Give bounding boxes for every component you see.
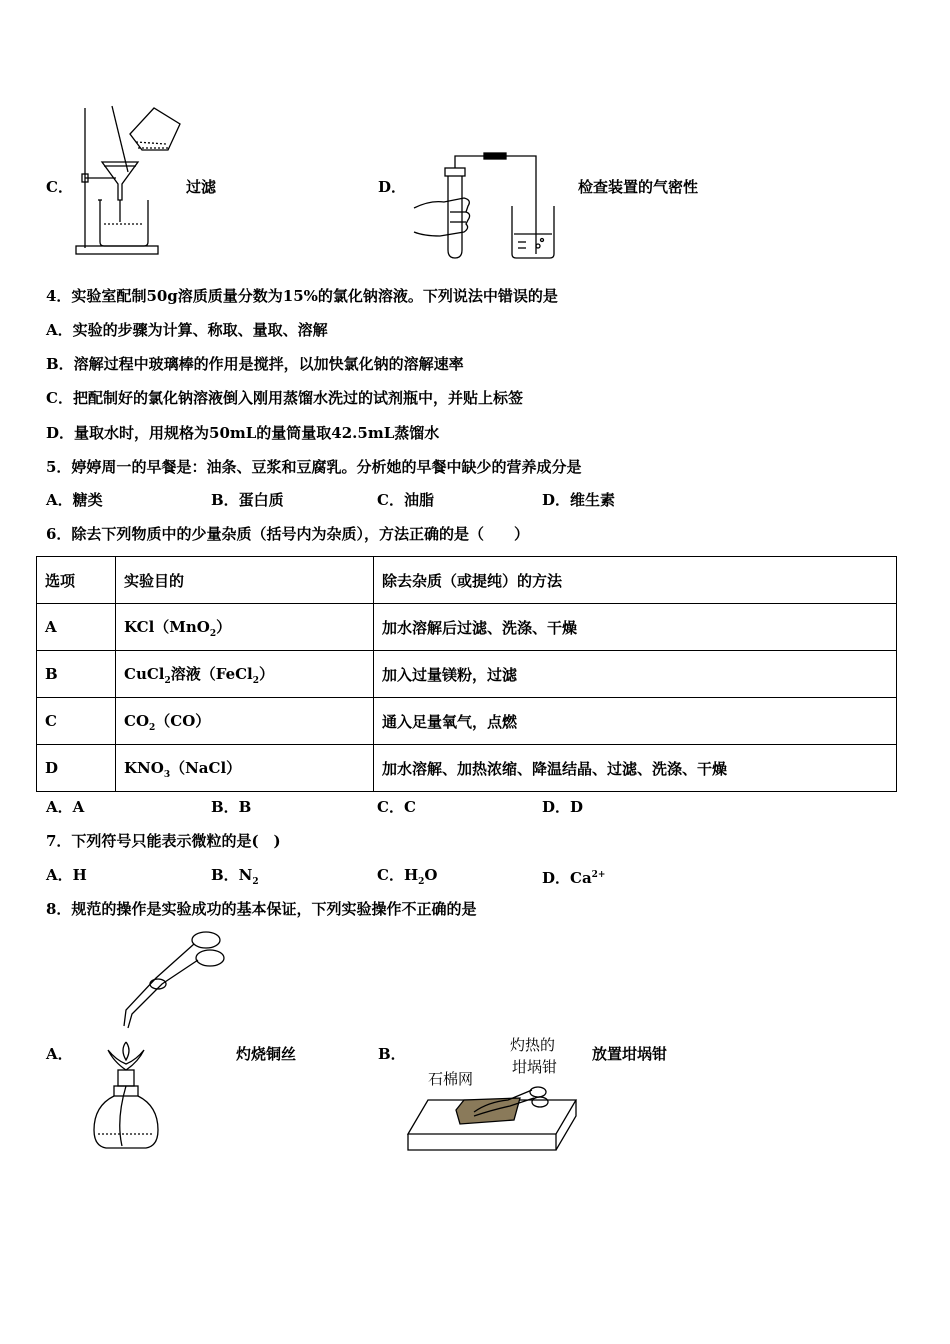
row-option: B [37, 651, 116, 698]
option-c-caption: 过滤 [186, 178, 217, 196]
q5-option-d: D．维生素 [542, 491, 616, 509]
row-method: 加水溶解后过滤、洗涤、干燥 [374, 604, 897, 651]
q8-option-a-caption: 灼烧铜丝 [236, 1045, 297, 1063]
row-option: A [37, 604, 116, 651]
q6-stem: 6．除去下列物质中的少量杂质（括号内为杂质），方法正确的是（ ） [46, 525, 529, 543]
row-option: D [37, 745, 116, 792]
q7-option-a: A．H [46, 866, 87, 884]
header-method: 除去杂质（或提纯）的方法 [374, 557, 897, 604]
filtration-apparatus-figure [70, 104, 190, 260]
row-method: 通入足量氧气，点燃 [374, 698, 897, 745]
q7-option-b: B．$N_2$ [211, 866, 259, 887]
q7-option-d: D．$Ca^{2+}$ [542, 869, 606, 887]
q7-stem: 7．下列符号只能表示微粒的是( ) [46, 832, 281, 850]
table-header-row [37, 557, 897, 604]
option-c-letter: C． [46, 178, 73, 196]
row-purpose: $CO_2(CO)$ [116, 698, 374, 745]
q6-option-b: B．B [211, 798, 252, 816]
q4-stem: 4．实验室配制50g溶质质量分数为15%的氯化钠溶液。下列说法中错误的是 [46, 287, 558, 305]
q5-option-b: B．蛋白质 [211, 491, 284, 509]
label-hot-tongs: 灼热的 [510, 1036, 556, 1054]
table-row [37, 604, 897, 651]
row-purpose: CuCl$_2$溶液（FeCl$_2$） [116, 651, 374, 698]
header-option: 选项 [37, 557, 116, 604]
q4-option-d: D．量取水时，用规格为50mL的量筒量取42.5mL蒸馏水 [46, 424, 440, 442]
option-d-caption: 检查装置的气密性 [578, 178, 699, 196]
q6-option-c: C．C [377, 798, 416, 816]
airtightness-check-figure [410, 150, 560, 262]
row-option: C [37, 698, 116, 745]
header-purpose: 实验目的 [116, 557, 374, 604]
table-row [37, 651, 897, 698]
q6-table [36, 556, 897, 792]
q4-option-c: C．把配制好的氯化钠溶液倒入刚用蒸馏水洗过的试剂瓶中，并贴上标签 [46, 389, 523, 407]
row-method: 加入过量镁粉，过滤 [374, 651, 897, 698]
placing-crucible-tongs-figure [404, 1084, 584, 1156]
q7-option-c: C．$H_2O$ [377, 866, 438, 887]
table-row [37, 745, 897, 792]
q5-option-a: A．糖类 [46, 491, 103, 509]
option-d-letter: D． [378, 178, 407, 196]
burning-copper-wire-figure [86, 930, 226, 1154]
q6-option-d: D．D [542, 798, 584, 816]
label-asbestos-net: 石棉网 [428, 1070, 474, 1088]
q5-option-c: C．油脂 [377, 491, 434, 509]
q6-option-a: A．A [46, 798, 85, 816]
q8-option-b-letter: B． [378, 1045, 406, 1063]
q8-option-a-letter: A． [46, 1045, 73, 1063]
q4-option-b: B．溶解过程中玻璃棒的作用是搅拌，以加快氯化钠的溶解速率 [46, 355, 464, 373]
row-purpose: KCl（MnO$_2$） [116, 604, 374, 651]
row-method: 加水溶解、加热浓缩、降温结晶、过滤、洗涤、干燥 [374, 745, 897, 792]
table-row [37, 698, 897, 745]
q8-stem: 8．规范的操作是实验成功的基本保证，下列实验操作不正确的是 [46, 900, 477, 918]
q4-option-a: A．实验的步骤为计算、称取、量取、溶解 [46, 321, 328, 339]
q8-option-b-caption: 放置坩埚钳 [592, 1045, 668, 1063]
row-purpose: $KNO_3(NaCl)$ [116, 745, 374, 792]
label-hot-tongs-2: 坩埚钳 [512, 1058, 558, 1076]
q5-stem: 5．婷婷周一的早餐是：油条、豆浆和豆腐乳。分析她的早餐中缺少的营养成分是 [46, 458, 582, 476]
